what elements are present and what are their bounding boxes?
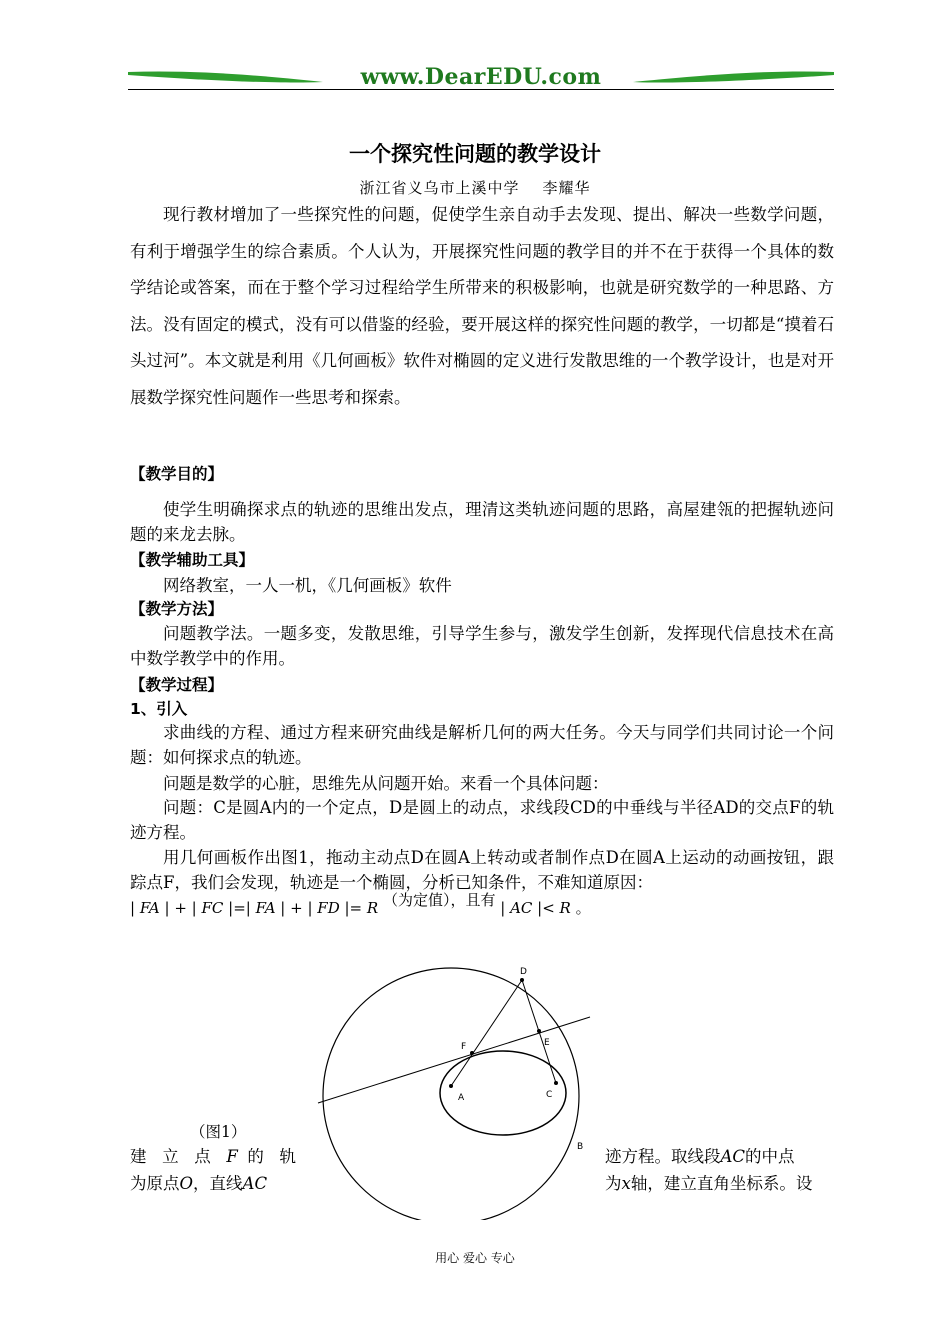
wrap-left-line-2 (130, 1170, 302, 1194)
tools-heading: 【教学辅助工具】 (130, 551, 255, 569)
wrap-left-line-1 (130, 1143, 302, 1167)
wrap-right-2-end: 轴，建立直角坐标系。设 (630, 1174, 813, 1193)
point-C (554, 1081, 558, 1085)
method-text: 问题教学法。一题多变，发散思维，引导学生参与，激发学生创新，发挥现代信息技术在高中数学教学中的作用。 (130, 624, 834, 668)
author-line: 浙江省义乌市上溪中学 李耀华 (359, 179, 591, 197)
wrap-right-1-var: AC (720, 1147, 746, 1166)
goal-heading: 【教学目的】 (130, 465, 224, 483)
formula-note: （为定值），且有 (382, 891, 496, 909)
point-F (470, 1051, 474, 1055)
page-footer: 用心 爱心 专心 (435, 1251, 515, 1265)
wrap-right-1-text: 迹方程。取线段 (605, 1147, 721, 1166)
figure-caption: （图1） (190, 1123, 247, 1141)
wrap-right-line-1 (605, 1143, 835, 1167)
formula-line (130, 891, 591, 918)
segment-AD (451, 980, 522, 1086)
step1-heading: 1、引入 (130, 700, 188, 718)
label-B: B (577, 1142, 584, 1152)
wrap-left-2-var: O (179, 1174, 194, 1193)
site-logo-text[interactable]: www.DearEDU.com (360, 64, 602, 90)
label-F: F (461, 1042, 467, 1052)
step1-paragraph-3: 问题：C是圆A内的一个定点，D是圆上的动点，求线段CD的中垂线与半径AD的交点F的轨迹方程。 (130, 798, 834, 842)
circle-A (323, 968, 579, 1220)
wrap-left-1-end: 的轨 (237, 1147, 302, 1166)
point-E (537, 1029, 541, 1033)
label-D: D (520, 967, 527, 977)
formula-main: | FA | + | FC |=| FA | + | FD |= R (130, 899, 379, 917)
page-title: 一个探究性问题的教学设计 (349, 142, 601, 166)
label-A: A (458, 1093, 465, 1103)
tools-text: 网络教室，一人一机，《几何画板》软件 (163, 576, 452, 595)
point-A (449, 1084, 453, 1088)
formula-condition: | AC |< R (500, 899, 571, 917)
wrap-left-2-text: 为原点 (130, 1174, 180, 1193)
intro-paragraph: 现行教材增加了一些探究性的问题，促使学生亲自动手去发现、提出、解决一些数学问题，有利于增强学生的综合素质。个人认为，开展探究性问题的教学目的并不在于获得一个具体的数学结论或答案，而在于整个学习过程给学生所带来的积极影响，也就是研究数学的一种思路、方法。没有固定的模式，没有可以借鉴的经验，要开展这样的探究性问题的教学，一切都是“摸着石头过河”。本文就是利用《几何画板》软件对椭圆的定义进行发散思维的一个教学设计，也是对开展数学探究性问题作一些思考和探索。 (130, 205, 834, 407)
wrap-right-line-2 (605, 1170, 835, 1194)
label-C: C (546, 1090, 553, 1100)
label-E: E (544, 1038, 550, 1048)
formula-end: 。 (575, 899, 591, 917)
step1-paragraph-1: 求曲线的方程、通过方程来研究曲线是解析几何的两大任务。今天与同学们共同讨论一个问题：如何探求点的轨迹。 (130, 723, 834, 767)
goal-text: 使学生明确探求点的轨迹的思维出发点，理清这类轨迹问题的思路，高屋建瓴的把握轨迹问题的来龙去脉。 (130, 500, 834, 544)
banner-text-wrap (128, 60, 834, 94)
step1-paragraph-2: 问题是数学的心脏，思维先从问题开始。来看一个具体问题： (163, 774, 609, 793)
wrap-left-1-text: 建立点 (130, 1147, 227, 1166)
wrap-right-1-end: 的中点 (745, 1147, 795, 1166)
figure-1 (300, 950, 600, 1220)
wrap-right-2-text: 为 (605, 1174, 622, 1193)
step1-paragraph-4: 用几何画板作出图1，拖动主动点D在圆A上转动或者制作点D在圆A上运动的动画按钮，跟踪点F，我们会发现，轨迹是一个椭圆，分析已知条件，不难知道原因： (130, 848, 834, 892)
method-heading: 【教学方法】 (130, 600, 224, 618)
wrap-left-2-mid: ，直线 (193, 1174, 243, 1193)
point-D (520, 978, 524, 982)
wrap-left-1-var: F (226, 1147, 238, 1166)
wrap-right-2-var: x (621, 1174, 631, 1193)
process-heading: 【教学过程】 (130, 676, 224, 694)
wrap-left-2-var2: AC (242, 1174, 268, 1193)
